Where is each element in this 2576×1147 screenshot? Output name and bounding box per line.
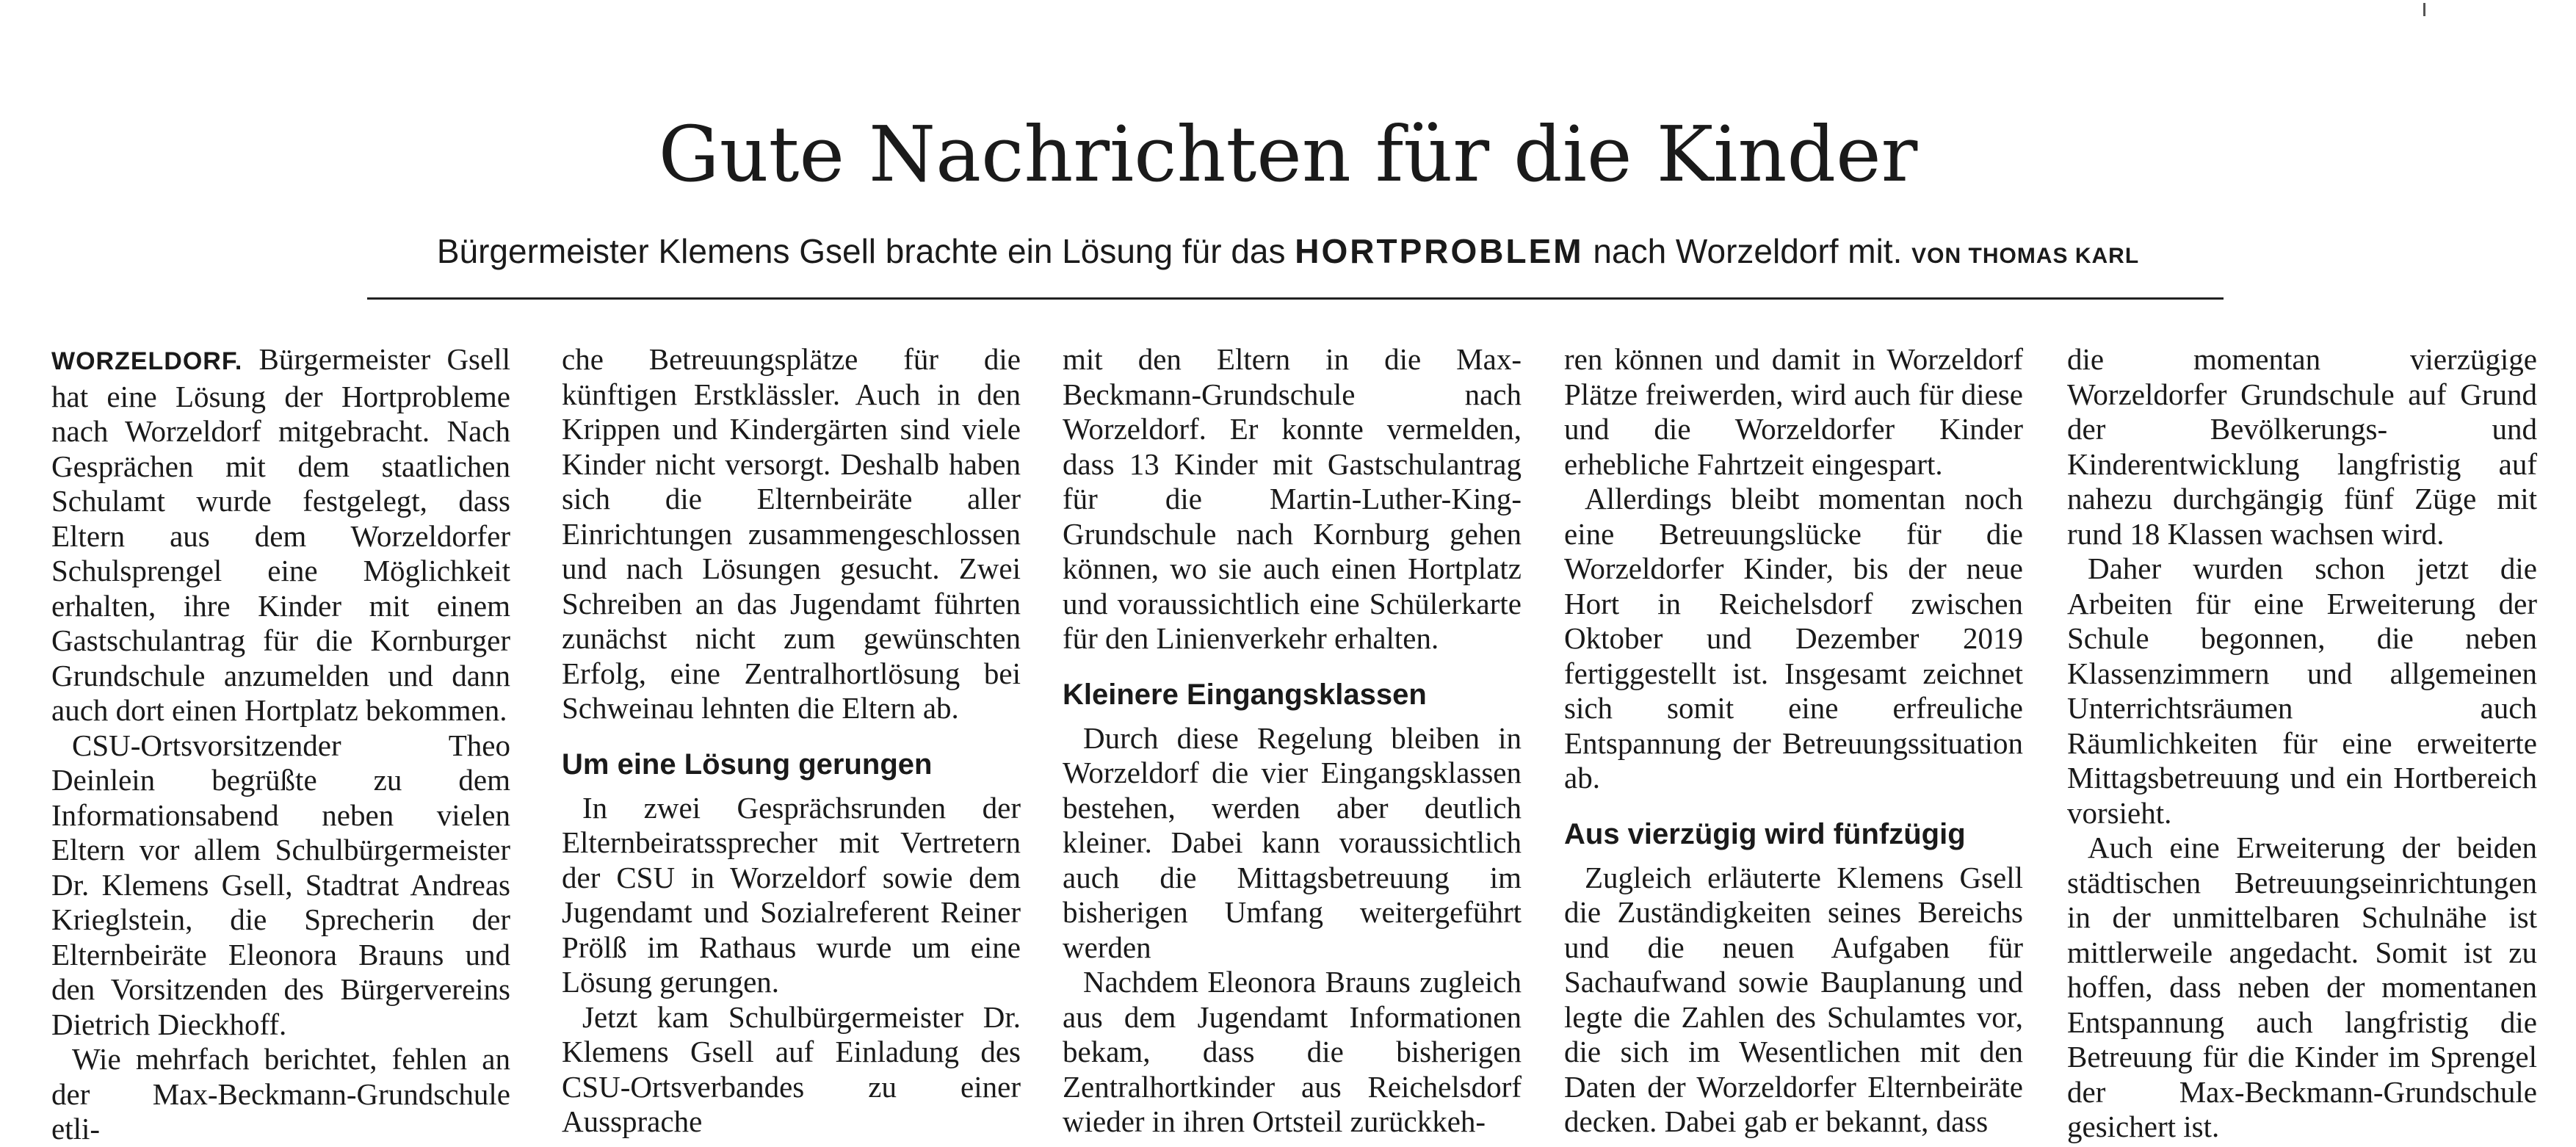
subheadline-text-start: Bürgermeister Klemens Gsell brachte ein Lösung für das [436, 232, 1295, 270]
paragraph [51, 342, 510, 728]
paragraph: Daher wurden schon jetzt die Arbeiten für eine Erweiterung der Schule begonnen, die neben Klassenzimmern und allgemeinen Unterrichtsräumen auch Räumlichkeiten für eine erweiterte Mittagsbetreuung und ein Hortbereich vorsieht. [2067, 551, 2537, 830]
paragraph: mit den Eltern in die Max-Beckmann-Grundschule nach Worzeldorf. Er konnte vermelden, dass 13 Kinder mit Gastschulantrag für die Martin-Luther-King-Grundschule nach Kornburg gehen können, wo sie auch einen Hortplatz und voraussichtlich eine Schülerkarte für den Linienverkehr erhalten. [1063, 342, 1522, 655]
paragraph: Auch eine Erweiterung der beiden städtischen Betreuungseinrichtungen in der unmittelbaren Schulnähe ist mittlerweile angedacht. Somit ist zu hoffen, dass neben der momentanen Entspannung auch langfristig die Betreuung für die Kinder im Sprengel der Max-Beckmann-Grundschule gesichert ist. [2067, 831, 2537, 1143]
subheadline-keyword: HORTPROBLEM [1295, 232, 1584, 270]
paragraph: die momentan vierzügige Worzeldorfer Grundschule auf Grund der Bevölkerungs- und Kinderentwicklung langfristig auf nahezu durchgängig fünf Züge mit rund 18 Klassen wachsen wird. [2067, 342, 2537, 551]
paragraph: Allerdings bleibt momentan noch eine Betreuungslücke für die Worzeldorfer Kinder, bis der neue Hort in Reichelsdorf zwischen Oktober und Dezember 2019 fertiggestellt ist. Insgesamt zeichnet sich somit eine erfreuliche Entspannung der Betreuungssituation ab. [1564, 482, 2023, 795]
headline: Gute Nachrichten für die Kinder [658, 109, 1918, 199]
headline-divider [367, 297, 2224, 300]
byline: VON THOMAS KARL [1911, 244, 2140, 268]
paragraph: Nachdem Eleonora Brauns zugleich aus dem Jugendamt Informationen bekam, dass die bisherigen Zentralhortkinder aus Reichelsdorf wieder in ihren Ortsteil zurückkeh- [1063, 965, 1522, 1138]
subheadline-text-end: nach Worzeldorf mit. [1583, 232, 1912, 270]
scan-mark [2423, 3, 2425, 16]
paragraph: Wie mehrfach berichtet, fehlen an der Max-Beckmann-Grundschule etli- [51, 1042, 510, 1146]
section-heading: Aus vierzügig wird fünfzügig [1564, 817, 1966, 850]
paragraph: CSU-Ortsvorsitzender Theo Deinlein begrüßte zu dem Informationsabend neben vielen Eltern vor allem Schulbürgermeister Dr. Klemens Gsell, Stadtrat Andreas Krieglstein, die Sprecherin der Elternbeiräte Eleonora Brauns und den Vorsitzenden des Bürgervereins Dietrich Dieckhoff. [51, 728, 510, 1041]
paragraph-text: Bürgermeister Gsell hat eine Lösung der Hortprobleme nach Worzeldorf mitgebracht. Nach Gesprächen mit dem staatlichen Schulamt wurde festgelegt, dass Eltern aus dem Worzeldorfer Schulsprengel eine Möglichkeit erhalten, ihre Kinder mit einem Gastschulantrag für die Kornburger Grundschule anzumelden und dann auch dort einen Hortplatz bekommen. [51, 342, 510, 727]
subheadline [0, 229, 2576, 278]
section-heading: Kleinere Eingangsklassen [1063, 678, 1427, 711]
paragraph: ren können und damit in Worzeldorf Plätze freiwerden, wird auch für diese und die Worzeldorfer Kinder erhebliche Fahrtzeit eingespart. [1564, 342, 2023, 481]
paragraph: Durch diese Regelung bleiben in Worzeldorf die vier Eingangsklassen bestehen, werden aber deutlich kleiner. Dabei kann voraussichtlich auch die Mittagsbetreuung im bisherigen Umfang weitergeführt werden [1063, 720, 1522, 964]
section-heading: Um eine Lösung gerungen [562, 748, 933, 781]
paragraph: In zwei Gesprächsrunden der Elternbeiratssprecher mit Vertretern der CSU in Worzeldorf sowie dem Jugendamt und Sozialreferent Reiner Prölß im Rathaus wurde um eine Lösung gerungen. [562, 790, 1021, 999]
column-1 [51, 342, 510, 1147]
column-5 [2067, 342, 2537, 1145]
column-3 [1063, 342, 1522, 1140]
paragraph: che Betreuungsplätze für die künftigen Erstklässler. Auch in den Krippen und Kindergärten sind viele Kinder nicht versorgt. Deshalb haben sich die Elternbeiräte aller Einrichtungen zusammengeschlossen und nach Lösungen gesucht. Zwei Schreiben an das Jugendamt führten zunächst nicht zum gewünschten Erfolg, eine Zentralhortlösung bei Schweinau lehnten die Eltern ab. [562, 342, 1021, 725]
column-2 [562, 342, 1021, 1140]
paragraph: Jetzt kam Schulbürgermeister Dr. Klemens Gsell auf Einladung des CSU-Ortsverbandes zu einer Aussprache [562, 999, 1021, 1138]
dateline: WORZELDORF. [51, 347, 243, 375]
paragraph: Zugleich erläuterte Klemens Gsell die Zuständigkeiten seines Bereichs und die neuen Aufgaben für Sachaufwand sowie Bauplanung und legte die Zahlen des Schulamtes vor, die sich im Wesentlichen mit den Daten der Worzeldorfer Elternbeiräte decken. Dabei gab er bekannt, dass [1564, 860, 2023, 1138]
column-4 [1564, 342, 2023, 1140]
